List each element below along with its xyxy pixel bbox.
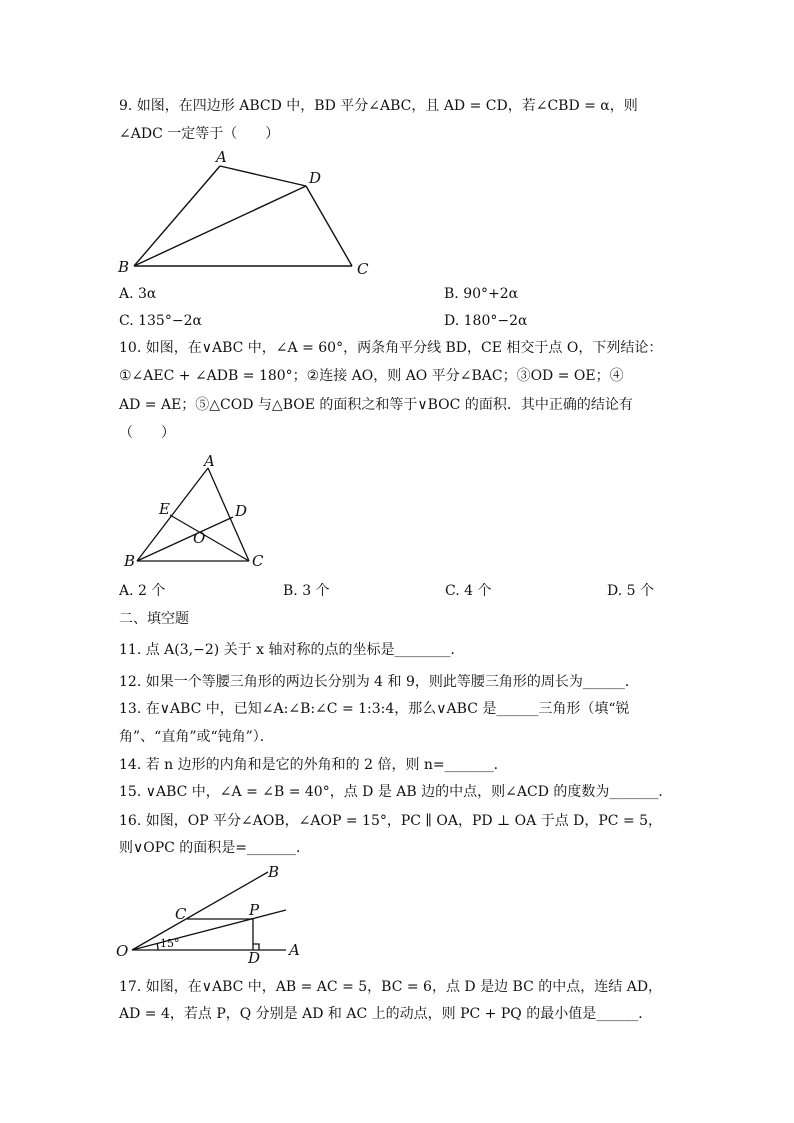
q9-segment-dc: [306, 186, 352, 266]
q10-stem-line3: AD = AE；⑤△COD 与△BOE 的面积之和等于∨BOC 的面积．其中正确的结论有: [119, 397, 633, 413]
q16-text-line1: 16. 如图，OP 平分∠AOB，∠AOP = 15°，PC ∥ OA，PD ⊥ OA 于点 D，PC = 5，: [119, 813, 663, 829]
q10-stem-line2: ①∠AEC + ∠ADB = 180°；②连接 AO，则 AO 平分∠BAC；③OD = OE；④: [119, 368, 624, 384]
q10-label-c: C: [252, 552, 264, 570]
q10-option-a: A. 2 个: [119, 583, 166, 599]
q10-label-e: E: [159, 500, 170, 518]
q10-bisector-ce: [170, 515, 249, 561]
q16-angle-arc: [157, 943, 158, 950]
q9-label-d: D: [309, 169, 322, 187]
q9-label-a: A: [216, 148, 227, 166]
q13-text-line2: 角”、“直角”或“钝角”）．: [119, 729, 274, 745]
q9-segment-ab: [134, 166, 220, 266]
q9-option-c: C. 135°−2α: [119, 313, 202, 329]
q10-label-d: D: [235, 502, 248, 520]
q9-segment-ad: [220, 166, 306, 186]
q15-text: 15. ∨ABC 中，∠A = ∠B = 40°，点 D 是 AB 边的中点，则∠ACD 的度数为_______．: [119, 784, 673, 800]
q11-text: 11. 点 A(3,−2) 关于 x 轴对称的点的坐标是________．: [119, 642, 465, 658]
q10-option-d: D. 5 个: [607, 583, 654, 599]
q14-text: 14. 若 n 边形的内角和是它的外角和的 2 倍，则 n=_______．: [119, 757, 508, 773]
q17-text-line1: 17. 如图，在∨ABC 中，AB = AC = 5，BC = 6，点 D 是边 BC 的中点，连结 AD，: [119, 979, 663, 995]
q13-text-line1: 13. 在∨ABC 中，已知∠A:∠B:∠C = 1:3:4，那么∨ABC 是______三角形（填“锐: [119, 701, 630, 717]
q9-segment-bd: [134, 186, 306, 266]
q10-triangle-figure: [118, 450, 278, 574]
q17-text-line2: AD = 4，若点 P，Q 分别是 AD 和 AC 上的动点，则 PC + PQ 的最小值是______．: [119, 1006, 653, 1022]
q16-ray-ob: [132, 872, 268, 950]
q16-angle-label: 15°: [160, 937, 180, 950]
q10-label-b: B: [124, 552, 136, 570]
q10-stem-line4: （ ）: [119, 425, 175, 441]
q10-stem-line1: 10. 如图，在∨ABC 中，∠A = 60°，两条角平分线 BD，CE 相交于点 O，下列结论：: [119, 340, 663, 356]
q9-option-a: A. 3α: [119, 286, 157, 302]
q10-label-a: A: [204, 452, 215, 470]
q16-angle-figure: [112, 862, 312, 964]
q16-ray-op: [132, 910, 286, 950]
q9-stem-line1: 9. 如图，在四边形 ABCD 中，BD 平分∠ABC，且 AD = CD，若∠CBD = α，则: [119, 98, 638, 114]
q10-option-c: C. 4 个: [445, 583, 492, 599]
q16-label-p: P: [249, 901, 260, 919]
q9-label-c: C: [357, 260, 369, 278]
q10-label-o: O: [193, 529, 206, 547]
q9-option-d: D. 180°−2α: [444, 313, 528, 329]
q9-label-b: B: [118, 258, 130, 276]
q12-text: 12. 如果一个等腰三角形的两边长分别为 4 和 9，则此等腰三角形的周长为______．: [119, 674, 639, 690]
q9-option-b: B. 90°+2α: [444, 286, 519, 302]
q16-label-a: A: [289, 941, 300, 959]
section-title-fill-in: 二、填空题: [119, 611, 189, 627]
q16-label-o: O: [116, 942, 129, 960]
q9-quadrilateral-figure: [110, 148, 380, 280]
q9-stem-line2: ∠ADC 一定等于（ ）: [119, 126, 280, 142]
q10-option-b: B. 3 个: [283, 583, 330, 599]
q16-label-b: B: [268, 863, 280, 881]
q16-label-c: C: [175, 905, 187, 923]
q10-segment-ab: [137, 468, 208, 561]
q16-text-line2: 则∨OPC 的面积是=_______．: [119, 840, 311, 856]
q16-label-d: D: [248, 949, 261, 964]
